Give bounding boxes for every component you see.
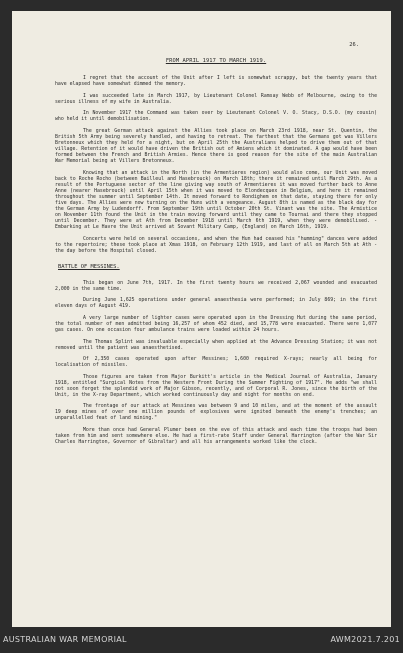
paragraph: Of 2,350 cases operated upon after Messines; 1,600 required X-rays; nearly all being for localisation of missiles. (55, 356, 377, 369)
paragraph: Knowing that an attack in the North (in the Armentieres region) would also come, our Unit was moved back to Roche Rocho (between Bailleul and Hasebrouck) on March 18th; there it remained until March 29th. As a result of the Portuguese sector of the line giving way south of Armentieres it was moved further back to Anne Anne (nearer Hasebrouck) until April 15th when it was moved to Elondecquex in Belgium, and here it remained throughout the summer until September 14th. It moved forward to Rondighem on that date, staying there for only five days. The Allies were now turning on the Huns with a vengeance. August 8th is named as the black day for the German Army by Ludendorff. From September 19th until October 20th St. Vinant was the site. The Armistice on November 11th found the Unit in the train moving forward until they came to Tournai and there they stopped until December. They were at Ath from December 1918 until March 6th 1919, when they were demobilised. -Embarking at Le Havre the Unit arrived at Sovant Military Camp, (England) on March 16th, 1919. (55, 169, 377, 230)
paragraph: Those figures are taken from Major Burkitt's article in the Medical Journal of Australia, January 1918, entitled "Surgical Notes from the Western Front During the Summer Fighting of 1917". He adds "we shall not soon forget the splendid work of Major Gibson, recently, and of Corporal R. Jones, since the birth of the Unit, in the X-ray Department, which worked continuously day and night for months on end. (55, 373, 377, 398)
paragraph: I was succeeded late in March 1917, by Lieutenant Colonel Ramsay Webb of Melbourne, owing to the serious illness of my wife in Australia. (55, 92, 377, 105)
footer-institution: AUSTRALIAN WAR MEMORIAL (3, 635, 127, 644)
paragraph: In November 1917 the Command was taken over by Lieutenant Colonel V. O. Stacy, D.S.O. (my cousin) who held it until demobilisation. (55, 110, 377, 123)
paragraph: More than once had General Plumer been on the eve of this attack and each time the troops had been taken from him and sent somewhere else. He had a first-rate Staff under General Harrington (after the War Sir Charles Harrington, Governor of Gibraltar) and all his arrangements worked like the clock. (55, 427, 377, 446)
paragraph: A very large number of lighter cases were operated upon in the Dressing Hut during the same period, the total number of men admitted being 16,257 of whom 452 died, and 15,778 were evacuated. There were 1,077 gas cases. On one occasion four ambulance trains were loaded within 24 hours. (55, 314, 377, 333)
paragraph: Concerts were held on several occasions, and when the Hun had ceased his "humming" dances were added to the repertoire; these took place at Xmas 1918, on February 12th 1919, and last of all on March 5th at Ath - the day before the Hospital closed. (55, 235, 377, 254)
paragraph: During June 1,625 operations under general anaesthesia were performed; in July 869; in the first eleven days of August 419. (55, 297, 377, 310)
page-number: 26. (349, 42, 359, 48)
paragraph: I regret that the account of the Unit after I left is somewhat scrappy, but the twenty years that have elapsed have somewhat dimmed the memory. (55, 75, 377, 88)
paragraph: This began on June 7th, 1917. In the first twenty hours we received 2,067 wounded and evacuated 2,000 in the same time. (55, 279, 377, 292)
document-page (12, 11, 391, 627)
paragraph: The frontage of our attack at Messines was between 9 and 10 miles, and at the moment of the assault 19 deep mines of over one million pounds of explosives were ignited beneath the enemy's trenches; an unparallelled feat of land mining." (55, 403, 377, 422)
paragraph: The Thomas Splint was invaluable especially when applied at the Advance Dressing Station; it was not removed until the patient was anaesthetised. (55, 338, 377, 351)
footer-reference: AWM2021.7.201 (330, 635, 400, 644)
section-heading: BATTLE OF MESSINES. (58, 263, 120, 270)
archive-footer (0, 627, 403, 653)
paragraph: The great German attack against the Allies took place on March 23rd 1918, near St. Quentin, the British 5th Army being severely handled, and having to retreat. The farthest that the Germans got was Villers Bretonneux which they held for a night, but on April 25th the Australians helped to drive them out of that village. Retention of it would have driven the British out of Amiens which it dominated. A gap would have been formed between the French and British Armies. Hence there is good reason for the site of the main Australian War Memorial being at Villers Bretonneux. (55, 127, 377, 165)
page-title: FROM APRIL 1917 TO MARCH 1919. (165, 58, 267, 64)
